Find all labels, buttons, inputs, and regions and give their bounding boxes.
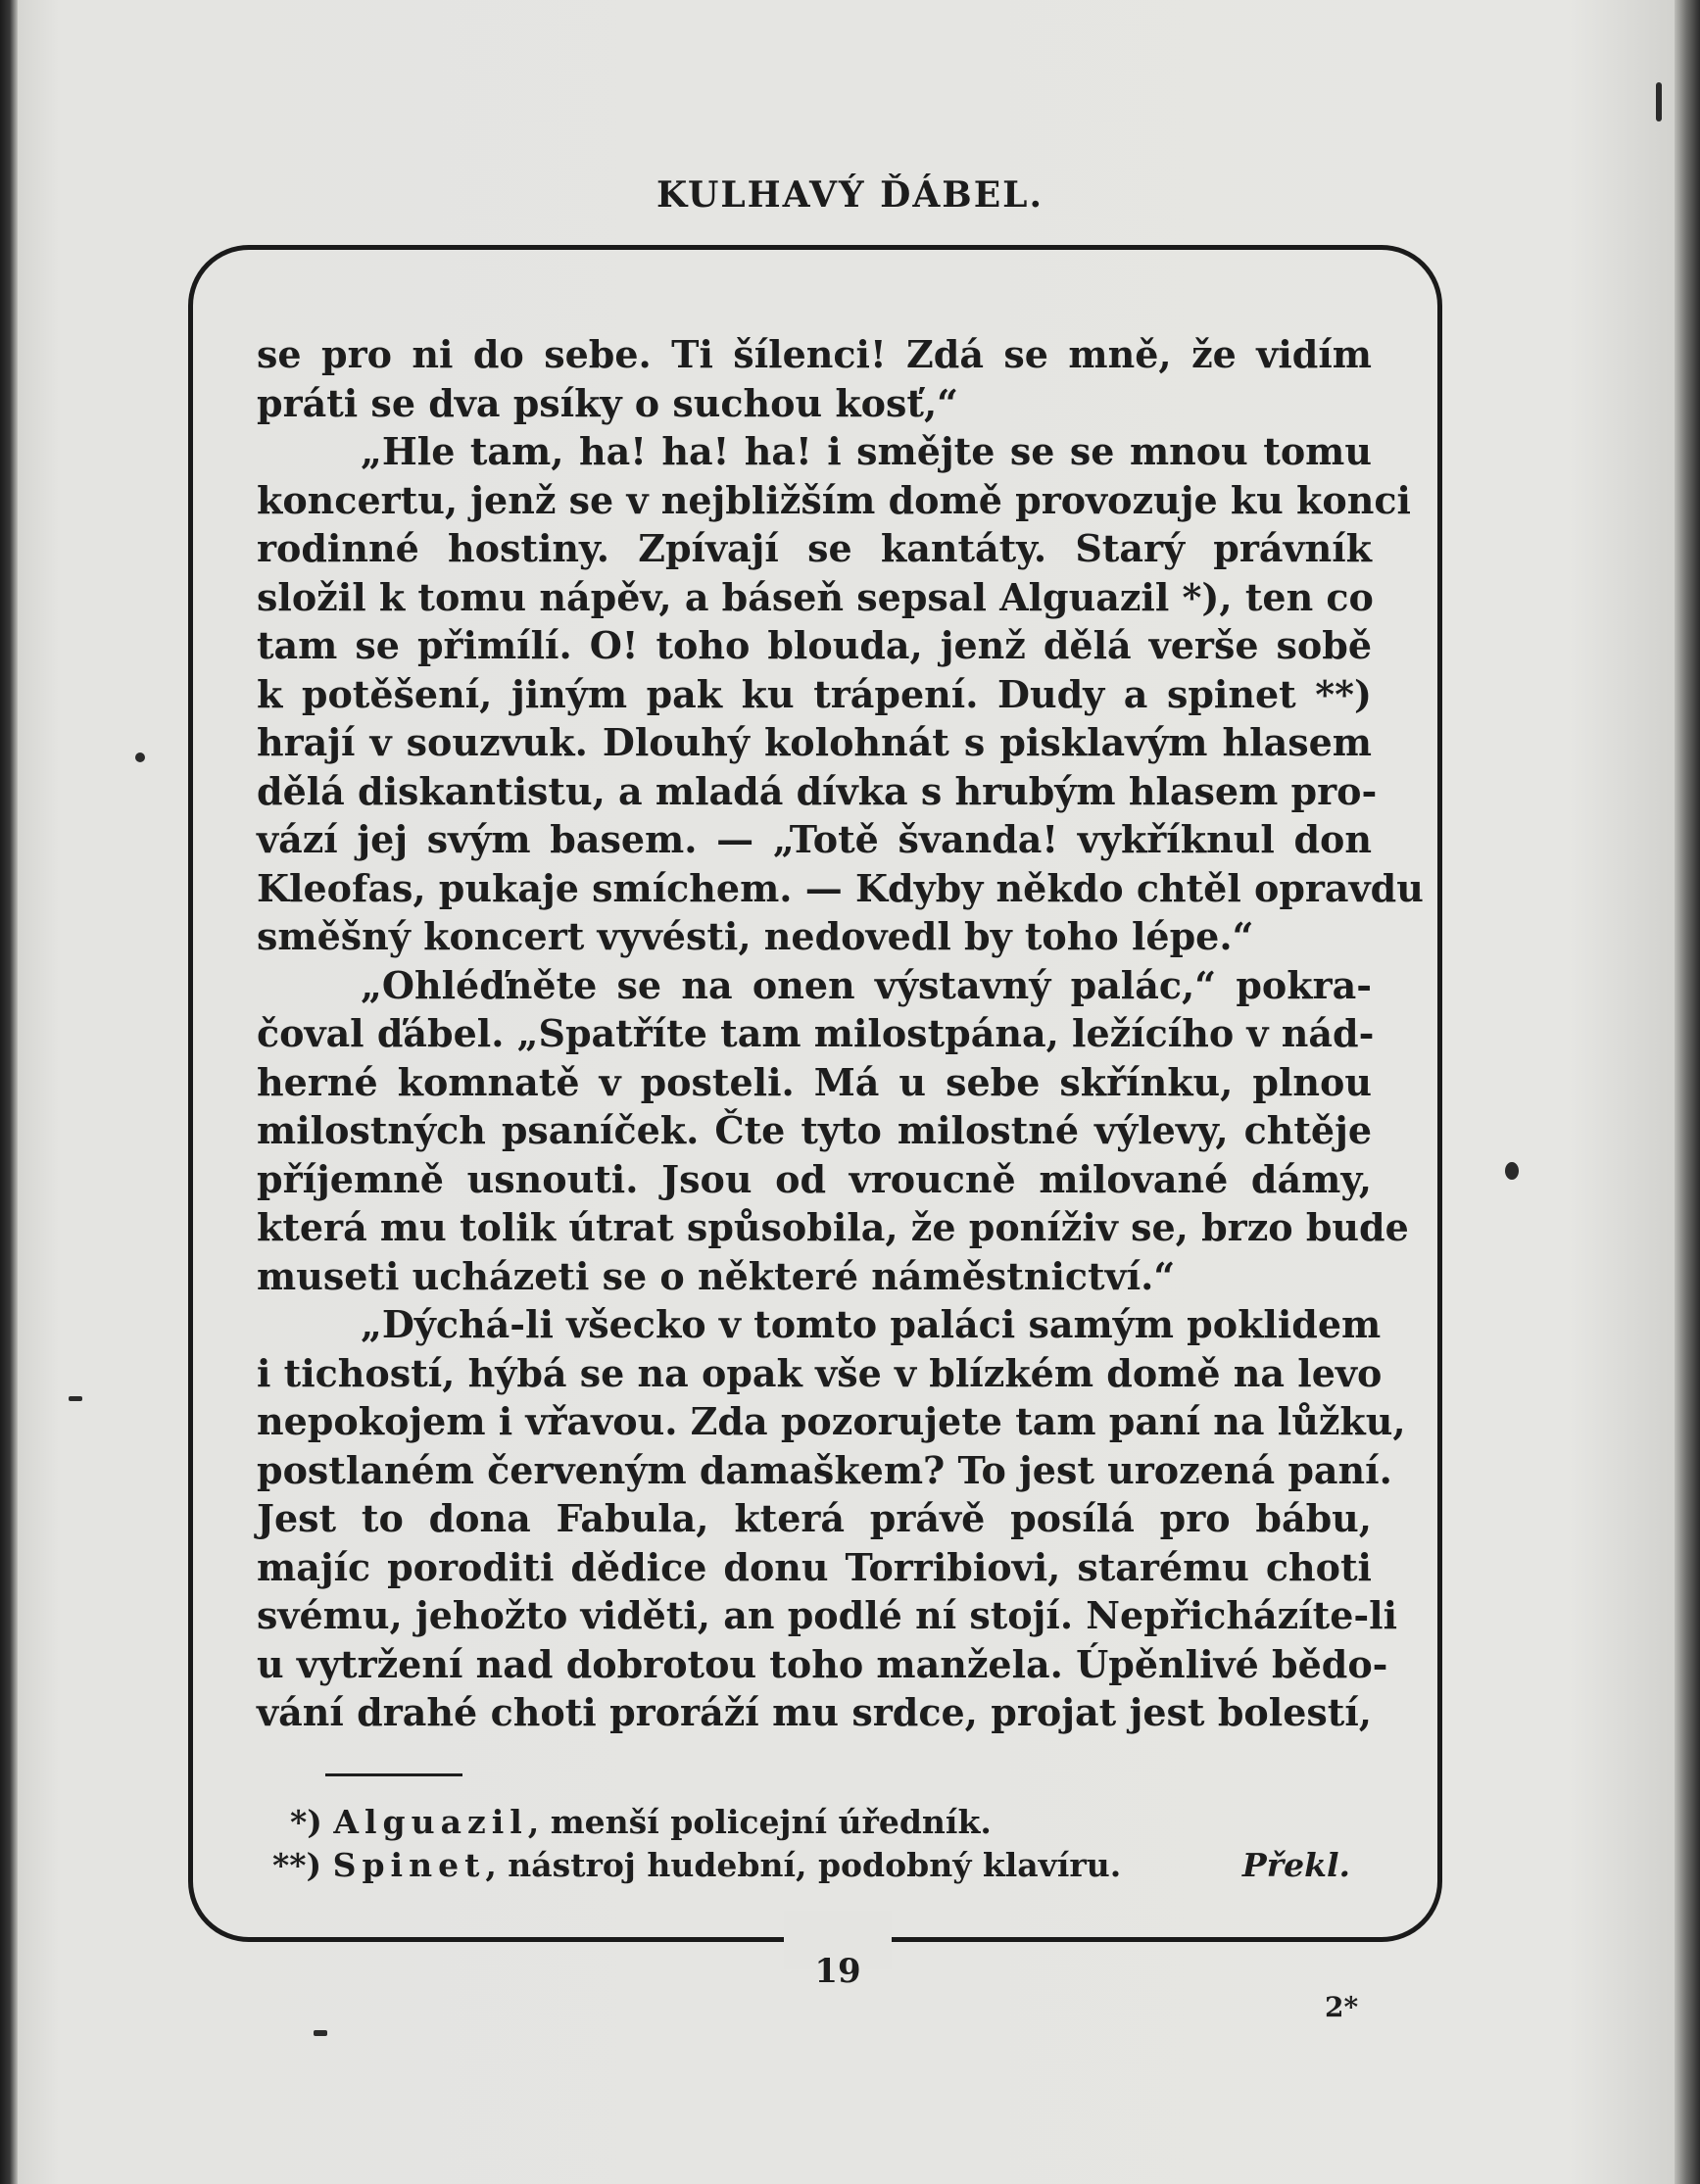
text-line: příjemně usnouti. Jsou od vroucně milované dámy, bbox=[257, 1156, 1372, 1201]
footnote-text: , menší policejní úředník. bbox=[527, 1803, 992, 1841]
text-line: čoval ďábel. „Spatříte tam milostpána, ležícího v nád- bbox=[257, 1011, 1375, 1055]
footnote bbox=[272, 1844, 1368, 1887]
text-line: Jest to dona Fabula, která právě posílá pro bábu, bbox=[257, 1496, 1372, 1540]
footnotes bbox=[272, 1801, 1368, 1887]
text-line: nepokojem i vřavou. Zda pozorujete tam paní na lůžku, bbox=[257, 1399, 1406, 1443]
text-line: herné komnatě v posteli. Má u sebe skřínku, plnou bbox=[257, 1059, 1372, 1104]
text-line: „Hle tam, ha! ha! ha! i smějte se se mnou tomu bbox=[361, 429, 1372, 473]
text-line: tam se přimílí. O! toho blouda, jenž dělá verše sobě bbox=[257, 623, 1372, 667]
footnote bbox=[290, 1801, 1368, 1844]
text-line: postlaném červeným damaškem? To jest urozená paní. bbox=[257, 1447, 1392, 1492]
translator-note: Překl. bbox=[1241, 1846, 1350, 1884]
text-line: se pro ni do sebe. Ti šílenci! Zdá se mně, že vidím bbox=[257, 332, 1372, 376]
text-line: Kleofas, pukaje smíchem. — Kdyby někdo chtěl opravdu bbox=[257, 865, 1424, 910]
text-line: milostných psaníček. Čte tyto milostné výlevy, chtěje bbox=[257, 1108, 1372, 1152]
footnote-marker: *) bbox=[290, 1803, 322, 1841]
page-right-edge bbox=[1675, 0, 1700, 2184]
speck bbox=[1656, 82, 1662, 121]
text-line: majíc poroditi dědice donu Torribiovi, starému choti bbox=[257, 1544, 1372, 1589]
text-line: svému, jehožto viděti, an podlé ní stojí. Nepřicházíte-li bbox=[257, 1593, 1398, 1637]
signature-mark: 2* bbox=[1325, 1991, 1359, 2023]
text-line: u vytržení nad dobrotou toho manžela. Úpěnlivé bědo- bbox=[257, 1641, 1388, 1686]
text-line: vání drahé choti proráží mu srdce, projat jest bolestí, bbox=[257, 1690, 1372, 1734]
text-line: k potěšení, jiným pak ku trápení. Dudy a spinet **) bbox=[257, 671, 1372, 716]
text-line: „Ohléďněte se na onen výstavný palác,“ pokra- bbox=[361, 962, 1372, 1007]
text-line: vází jej svým basem. — „Totě švanda! vykříknul don bbox=[257, 817, 1372, 861]
text-line: koncertu, jenž se v nejbližším domě provozuje ku konci bbox=[257, 477, 1411, 522]
text-line: složil k tomu nápěv, a báseň sepsal Alguazil *), ten co bbox=[257, 574, 1374, 619]
binding-edge bbox=[0, 0, 18, 2184]
text-line: „Dýchá-li všecko v tomto paláci samým poklidem bbox=[361, 1302, 1382, 1346]
speck bbox=[69, 1396, 82, 1401]
footnote-rule bbox=[325, 1773, 462, 1776]
footnote-term: Spinet bbox=[332, 1846, 486, 1884]
text-line: hrají v souzvuk. Dlouhý kolohnát s pisklavým hlasem bbox=[257, 720, 1372, 764]
text-line: která mu tolik útrat spůsobila, že poníživ se, brzo bude bbox=[257, 1205, 1409, 1249]
speck bbox=[135, 752, 145, 762]
text-line: dělá diskantistu, a mladá dívka s hrubým hlasem pro- bbox=[257, 768, 1378, 813]
text-line: museti ucházeti se o některé náměstnictví.“ bbox=[257, 1253, 1176, 1298]
running-head: KULHAVÝ ĎÁBEL. bbox=[656, 174, 1044, 216]
body-text bbox=[257, 330, 1424, 1737]
text-line: práti se dva psíky o suchou kosť,“ bbox=[257, 380, 959, 425]
text-line: rodinné hostiny. Zpívají se kantáty. Starý právník bbox=[257, 526, 1372, 570]
speck bbox=[1505, 1162, 1519, 1180]
footnote-marker: **) bbox=[272, 1846, 322, 1884]
text-line: směšný koncert vyvésti, nedovedl by toho lépe.“ bbox=[257, 914, 1254, 958]
footnote-term: Alguazil bbox=[333, 1803, 528, 1841]
text-line: i tichostí, hýbá se na opak vše v blízkém domě na levo bbox=[257, 1350, 1383, 1395]
page-number: 19 bbox=[814, 1952, 861, 1991]
speck bbox=[314, 2030, 327, 2036]
footnote-text: , nástroj hudební, podobný klavíru. bbox=[485, 1846, 1122, 1884]
